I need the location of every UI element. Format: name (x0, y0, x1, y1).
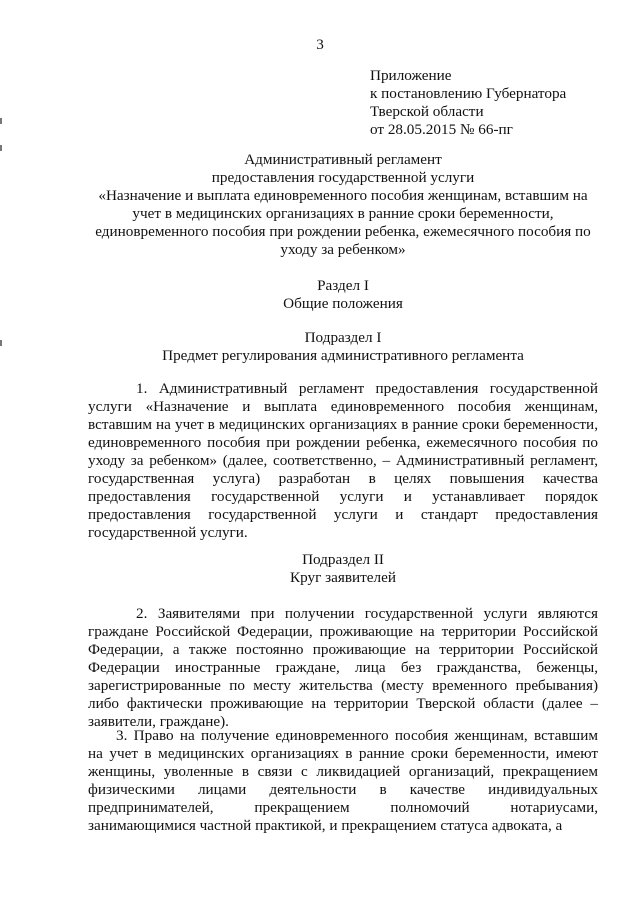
subsection-2-heading: Подраздел II (302, 551, 384, 568)
section-1-header (88, 277, 598, 313)
title-line-2: предоставления государственной услуги (211, 169, 475, 186)
appendix-line-4: от 28.05.2015 № 66-пг (370, 121, 513, 138)
page-number: 3 (316, 36, 324, 53)
subsection-1-header (88, 329, 598, 365)
appendix-line-1: Приложение (370, 67, 452, 84)
subsection-1-heading: Подраздел I (304, 329, 382, 346)
section-1-heading: Раздел I (317, 277, 369, 294)
document-title (88, 151, 598, 259)
paragraph-1: 1. Административный регламент предоставления государственной услуги «Назначение и выплата единовременного пособия женщинам, вставшим на учет в медицинских организациях в ранние сроки беременности, единовременного пособия при рождении ребенка, ежемесячного пособия по уходу за ребенком» (далее, соответственно, – Административный регламент, государственная услуга) разработан в целях повышения качества предоставления государственной услуги и устанавливает порядок предоставления государственной услуги и стандарт предоставления государственной услуги. (88, 380, 598, 541)
appendix-block (370, 67, 630, 139)
scan-edge-mark (0, 145, 2, 151)
paragraph-3: 3. Право на получение единовременного пособия женщинам, вставшим на учет в медицинских организациях в ранние сроки беременности, имеют женщины, уволенные в связи с ликвидацией организаций, прекращением физическими лицами деятельности в качестве индивидуальных предпринимателей, прекращением полномочий нотариусами, занимающимися частной практикой, и прекращением статуса адвоката, а (88, 727, 598, 834)
title-line-3: «Назначение и выплата единовременного пособия женщинам, вставшим на учет в медицинских организациях в ранние сроки беременности, единовременного пособия при рождении ребенка, ежемесячного пособия по уходу за ребенком» (95, 187, 591, 258)
section-1-subheading: Общие положения (283, 295, 403, 312)
paragraph-2: 2. Заявителями при получении государственной услуги являются граждане Российской Федерации, проживающие на территории Российской Федерации, а также постоянно проживающие на территории Российской Федерации иностранные граждане, лица без гражданства, беженцы, зарегистрированные по месту жительства (месту временного пребывания) либо фактически проживающие на территории Тверской области (далее – заявители, граждане). (88, 605, 598, 730)
scan-edge-mark (0, 118, 2, 124)
subsection-1-subheading: Предмет регулирования административного регламента (162, 347, 524, 364)
title-line-1: Административный регламент (244, 151, 442, 168)
appendix-line-2: к постановлению Губернатора (370, 85, 567, 102)
scan-edge-mark (0, 340, 2, 346)
subsection-2-subheading: Круг заявителей (290, 569, 396, 586)
subsection-2-header (88, 551, 598, 587)
appendix-line-3: Тверской области (370, 103, 484, 120)
